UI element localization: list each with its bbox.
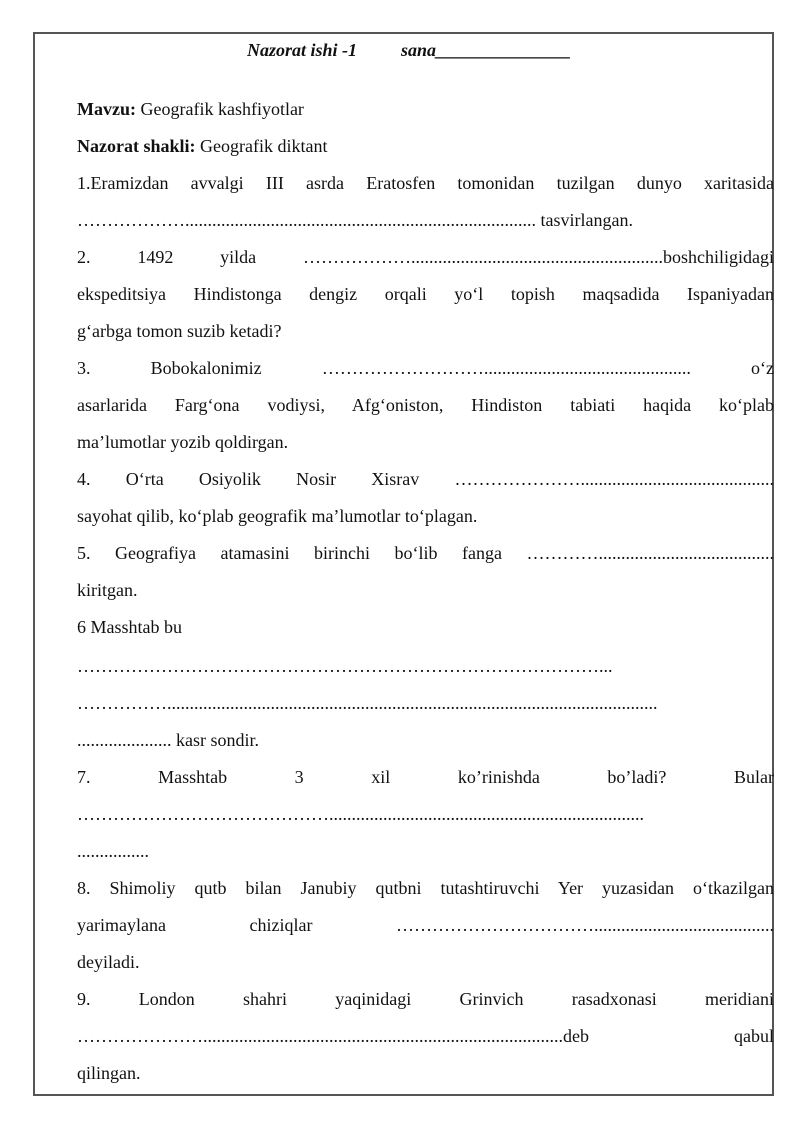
shakl-label: Nazorat shakli: <box>77 136 196 156</box>
text-line-15: ……………............................................................................................................. <box>77 693 658 713</box>
date-label: sana <box>401 40 437 60</box>
text-line-17: 7. Masshtab 3 xil ko’rinishda bo’ladi? Bular <box>77 767 774 787</box>
text-line-8: ma’lumotlar yozib qoldirgan. <box>77 432 289 452</box>
text-line-7: asarlarida Farg‘ona vodiysi, Afg‘oniston, Hindiston tabiati haqida ko‘plab <box>77 395 774 415</box>
text-line-5: g‘arbga tomon suzib ketadi? <box>77 321 282 341</box>
mavzu-label: Mavzu: <box>77 99 136 119</box>
header <box>247 39 627 61</box>
text-line-16: ..................... kasr sondir. <box>77 730 259 750</box>
text-line-6: 3. Bobokalonimiz ……………………….............................................. o‘z <box>77 358 774 378</box>
text-line-25: qilingan. <box>77 1063 141 1083</box>
text-line-22: deyiladi. <box>77 952 140 972</box>
text-line-12: kiritgan. <box>77 580 138 600</box>
text-line-4: ekspeditsiya Hindistonga dengiz orqali yo‘l topish maqsadida Ispaniyadan <box>77 284 774 304</box>
shakl-value: Geografik diktant <box>200 136 328 156</box>
text-line-11: 5. Geografiya atamasini birinchi bo‘lib fanga …………....................................... <box>77 543 774 563</box>
text-line-1: 1.Eramizdan avvalgi III asrda Eratosfen tomonidan tuzilgan dunyo xaritasida <box>77 173 774 193</box>
date-blank: _______________ <box>436 40 572 60</box>
mavzu-line <box>77 98 577 120</box>
shakl-line <box>77 135 577 157</box>
text-line-9: 4. O‘rta Osiyolik Nosir Xisrav …………………........................................... <box>77 469 774 489</box>
text-line-2: ……………….............................................................................. tasvirlangan. <box>77 210 633 230</box>
page-title: Nazorat ishi -1 <box>247 40 358 60</box>
text-line-19: ................ <box>77 841 149 861</box>
text-line-23: 9. London shahri yaqinidagi Grinvich rasadxonasi meridiani <box>77 989 774 1009</box>
mavzu-value: Geografik kashfiyotlar <box>140 99 304 119</box>
text-line-24: …………………................................................................................deb qabul <box>77 1026 774 1046</box>
text-line-10: sayohat qilib, ko‘plab geografik ma’lumotlar to‘plagan. <box>77 506 478 526</box>
text-line-14: ……………………………………………………………………………... <box>77 656 613 676</box>
text-line-18: ……………………………………...................................................................... <box>77 804 644 824</box>
text-line-13: 6 Masshtab bu <box>77 617 182 637</box>
text-line-20: 8. Shimoliy qutb bilan Janubiy qutbni tutashtiruvchi Yer yuzasidan o‘tkazilgan <box>77 878 774 898</box>
text-line-21: yarimaylana chiziqlar ……………………………........................................ <box>77 915 774 935</box>
text-line-3: 2. 1492 yilda ………………........................................................boshchiligidagi <box>77 247 774 267</box>
